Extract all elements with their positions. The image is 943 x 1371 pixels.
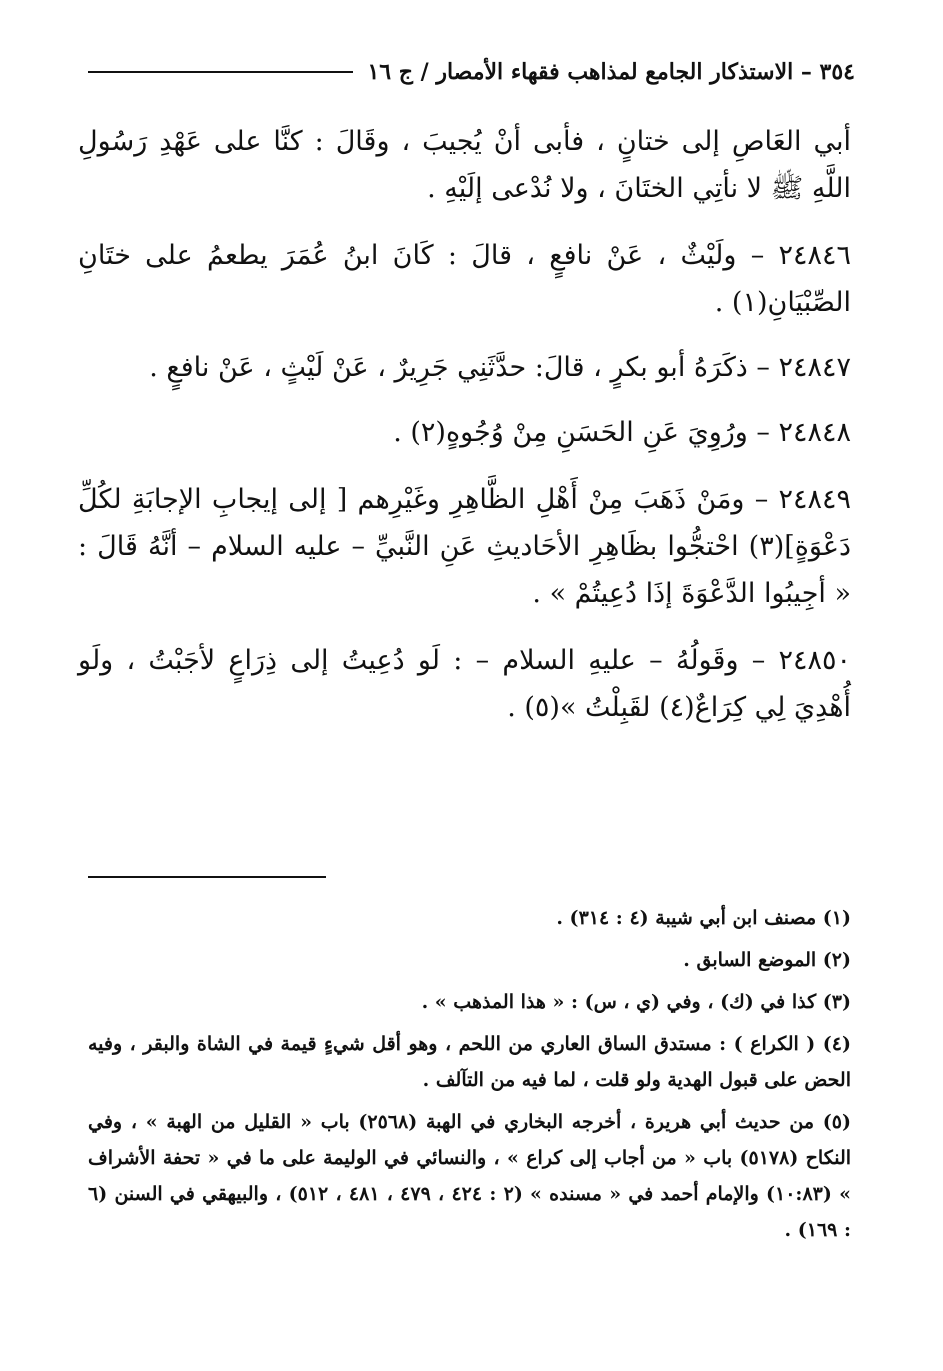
footnote-separator [88,876,326,878]
footnote-3: (٣) كذا في (ك) ، وفي (ي ، س) : « هذا المذهب » . [421,991,851,1013]
paragraph-continuation: أبي العَاصِ إلى ختانٍ ، فأبى أنْ يُجيبَ ، وقَالَ : كنَّا على عَهْدِ رَسُولِ اللَّهِ ﷺ لا نأتِي الختَانَ ، ولا نُدْعى إلَيْهِ . [78,126,851,204]
header-rule [88,71,353,73]
running-header [88,52,855,92]
footnote-2: (٢) الموضع السابق . [683,949,851,971]
footnote-5: (٥) من حديث أبي هريرة ، أخرجه البخاري في الهبة (٢٥٦٨) باب « القليل من الهبة » ، وفي النكاح (٥١٧٨) باب « من أجاب إلى كراع » ، والنسائي في الوليمة على ما في « تحفة الأشراف » (١٠:٨٣) والإمام أحمد في « مسنده » (٢ : ٤٢٤ ، ٤٧٩ ، ٤٨١ ، ٥١٢) ، والبيهقي في السنن (٦ : ١٦٩) . [88,1111,852,1241]
footnotes [88,900,851,1254]
paragraph-24847: ٢٤٨٤٧ – ذكَرَهُ أبو بكرٍ ، قالَ: حدَّثَنِي جَرِيرٌ ، عَنْ لَيْثٍ ، عَنْ نافعٍ . [149,352,851,383]
paragraph-24846: ٢٤٨٤٦ – ولَيْثٌ ، عَنْ نافعٍ ، قالَ : كَانَ ابنُ عُمَرَ يطعمُ على ختَانِ الصِّبْيَانِ(١) . [78,240,851,318]
main-text [78,118,851,751]
paragraph-24850: ٢٤٨٥٠ – وقَولُهُ – عليهِ السلام – : لَو دُعِيتُ إلى ذِرَاعٍ لأجَبْتُ ، ولَو أُهْدِيَ لِي كِرَاعٌ(٤) لقَبِلْتُ »(٥) . [78,645,851,723]
header-title: ٣٥٤ – الاستذكار الجامع لمذاهب فقهاء الأمصار / ج ١٦ [367,59,855,85]
footnote-1: (١) مصنف ابن أبي شيبة (٤ : ٣١٤) . [556,907,851,929]
paragraph-24849: ٢٤٨٤٩ – ومَنْ ذَهَبَ مِنْ أَهْلِ الظَّاهِرِ وغَيْرِهم [ إلى إيجابِ الإجابَةِ لكُلِّ دَعْوَةٍ](٣) احْتجُّوا بظَاهِرِ الأحَاديثِ عَنِ النَّبيِّ – عليه السلام – أنَّهُ قَالَ : « أجِيبُوا الدَّعْوَةَ إذَا دُعِيتُمْ » . [78,484,851,609]
paragraph-24848: ٢٤٨٤٨ – ورُوِيَ عَنِ الحَسَنِ مِنْ وُجُوهٍ(٢) . [393,417,851,448]
footnote-4: (٤) ( الكراع ) : مستدق الساق العاري من اللحم ، وهو أقل شيءٍ قيمة في الشاة والبقر ، وفيه الحض على قبول الهدية ولو قلت ، لما فيه من التآلف . [88,1033,851,1091]
